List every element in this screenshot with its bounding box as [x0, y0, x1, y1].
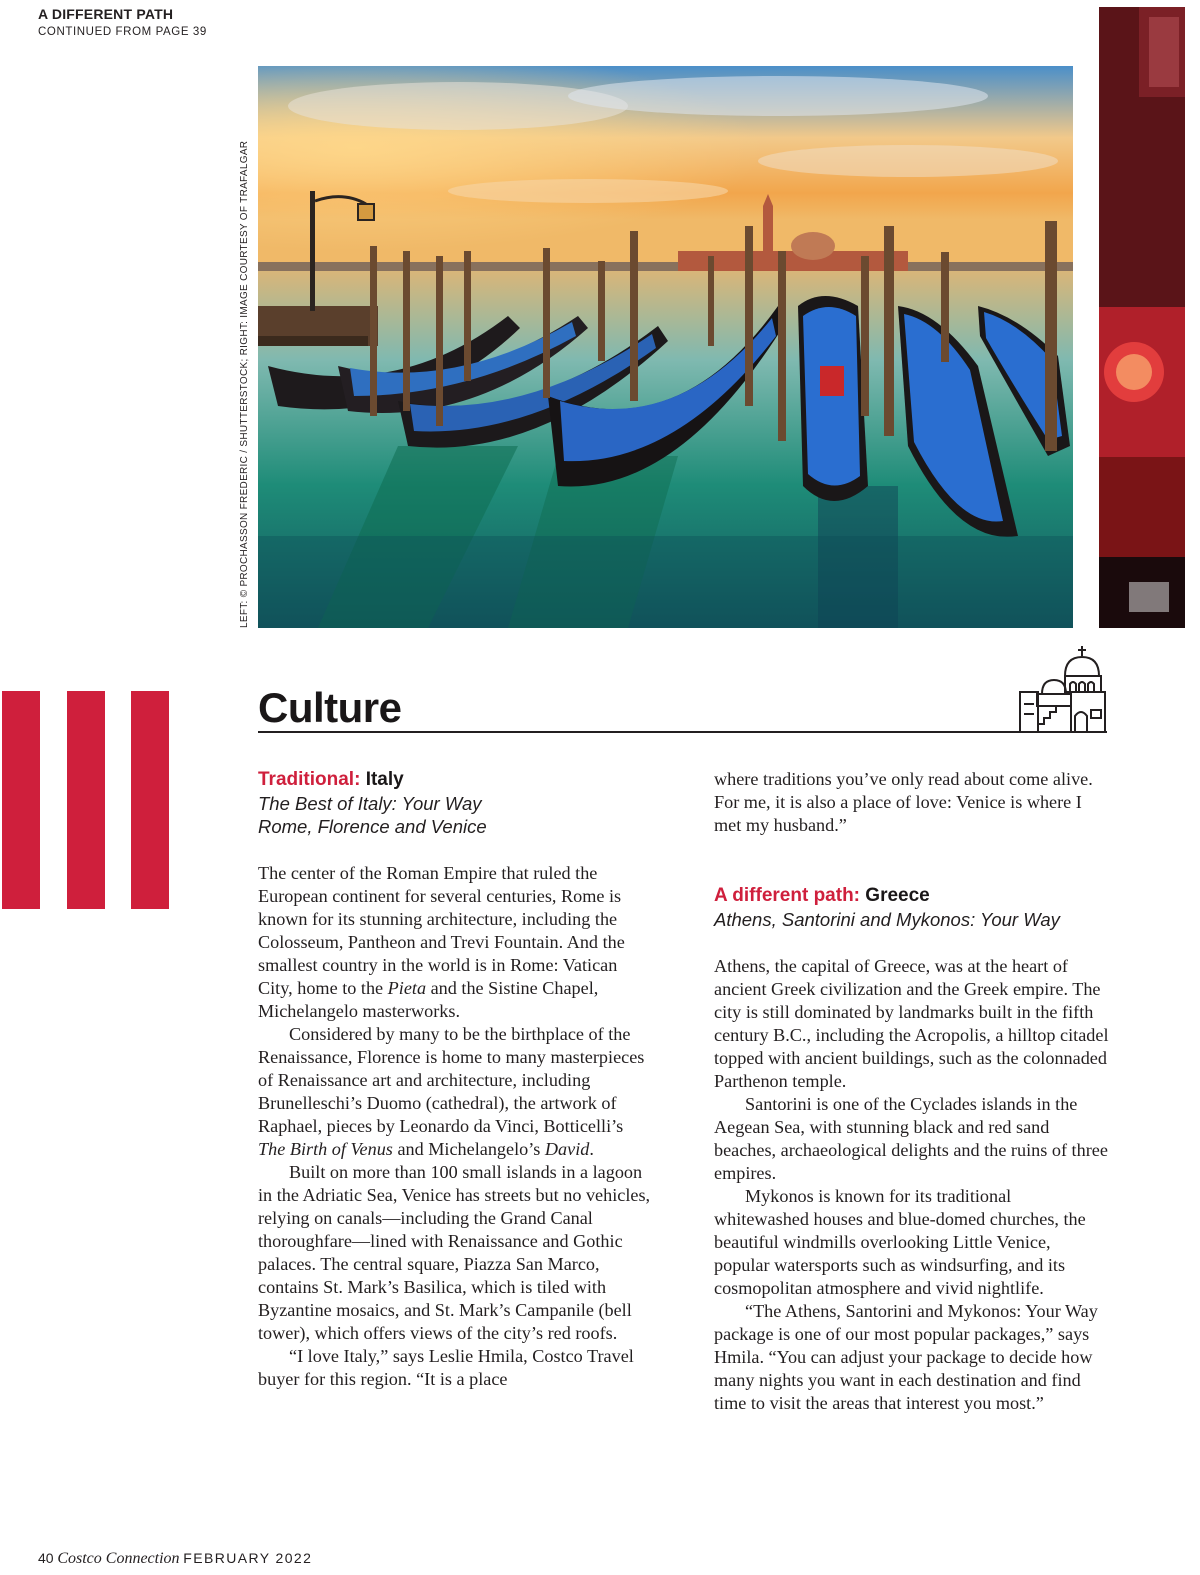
italy-paragraph-venice: Built on more than 100 small islands in a lagoon in the Adriatic Sea, Venice has streets but no vehicles, relying on canals—including the Grand Canal thoroughfare—lined with Renaissance and Gothic palaces. The central square, Piazza San Marco, contains St. Mark’s Basilica, which is tiled with Byzantine mosaics, and St. Mark’s Campanile (bell tower), which offers views of the city’s red roofs.	[258, 1162, 651, 1343]
text-run: and Michelangelo’s	[392, 1139, 545, 1159]
section-title: Culture	[258, 684, 402, 731]
greece-paragraph-santorini: Santorini is one of the Cyclades islands in the Aegean Sea, with stunning black and red sand beaches, archaeological delights and the ruins of three empires.	[714, 1094, 1108, 1183]
italy-label: Traditional:	[258, 769, 361, 790]
greece-paragraph-mykonos: Mykonos is known for its traditional whitewashed houses and blue-domed churches, the beautiful windmills overlooking Little Venice, popular watersports such as windsurfing, and its cosmopolitan atmosphere and vivid nightlife.	[714, 1186, 1086, 1298]
text-run: and the Sistine Chapel, Michelangelo masterworks.	[258, 978, 599, 1021]
page-number: 40	[38, 1550, 54, 1566]
venice-gondolas-photo	[258, 66, 1073, 628]
greece-paragraph-quote: “The Athens, Santorini and Mykonos: Your Way package is one of our most popular packages,” says Hmila. “You can adjust your package to decide how many nights you want in each destination and find time to visit the areas that interest you most.”	[714, 1301, 1098, 1413]
greece-place: Greece	[865, 885, 930, 906]
italy-paragraph-rome	[258, 862, 653, 1023]
text-run-italic: David	[544, 1139, 590, 1159]
text-run: Considered by many to be the birthplace of the Renaissance, Florence is home to many masterpieces of Renaissance art and architecture, including Brunelleschi’s Duomo (cathedral), the artwork of Raphael, pieces by Leonardo da Vinci, Botticelli’s	[258, 1024, 645, 1136]
text-run: The center of the Roman Empire that ruled the European continent for several centuries, Rome is known for its stunning architecture, including the Colosseum, Pantheon and Trevi Fountain. And the smallest country in the world is in Rome: Vatican City, home to the	[258, 863, 625, 998]
decorative-red-bar	[2, 691, 40, 909]
italy-cities: Rome, Florence and Venice	[258, 816, 487, 837]
text-run-italic: Pieta	[387, 978, 427, 998]
issue-date: FEBRUARY 2022	[183, 1550, 313, 1566]
right-column	[714, 768, 1109, 1415]
italy-tour-name: The Best of Italy: Your Way	[258, 793, 482, 814]
greece-heading	[714, 884, 1109, 908]
greece-tour-name: Athens, Santorini and Mykonos: Your Way	[714, 909, 1060, 930]
italy-paragraph-florence	[258, 1023, 653, 1161]
italy-place: Italy	[365, 769, 404, 790]
italy-paragraph-quote: “I love Italy,” says Leslie Hmila, Costco Travel buyer for this region. “It is a place	[258, 1346, 634, 1389]
heading-rule	[258, 731, 1105, 733]
left-column	[258, 768, 653, 1391]
italy-heading	[258, 768, 653, 792]
text-run-italic: The Birth of Venus	[258, 1139, 393, 1159]
magazine-name: Costco Connection	[57, 1550, 180, 1567]
continued-note: CONTINUED FROM PAGE 39	[38, 26, 207, 38]
church-dome-icon	[1015, 646, 1107, 734]
page-folio	[38, 1550, 312, 1568]
greece-paragraph-athens: Athens, the capital of Greece, was at the heart of ancient Greek civilization and the Greek empire. The city is still dominated by landmarks built in the fifth century B.C., including the Acropolis, a hilltop citadel topped with ancient buildings, such as the colonnaded Parthenon temple.	[714, 956, 1109, 1091]
italy-paragraph-quote-continued: where traditions you’ve only read about come alive. For me, it is also a place of love: Venice is where I met my husband.”	[714, 769, 1093, 835]
greece-label: A different path:	[714, 885, 861, 906]
decorative-red-bar	[67, 691, 105, 909]
photo-credit: LEFT: © PROCHASSON FREDERIC / SHUTTERSTOCK; RIGHT: IMAGE COURTESY OF TRAFALGAR	[239, 140, 250, 628]
neon-storefront-photo	[1099, 7, 1185, 628]
decorative-red-bar	[131, 691, 169, 909]
text-run: .	[589, 1139, 594, 1159]
section-kicker: A DIFFERENT PATH	[38, 6, 174, 22]
